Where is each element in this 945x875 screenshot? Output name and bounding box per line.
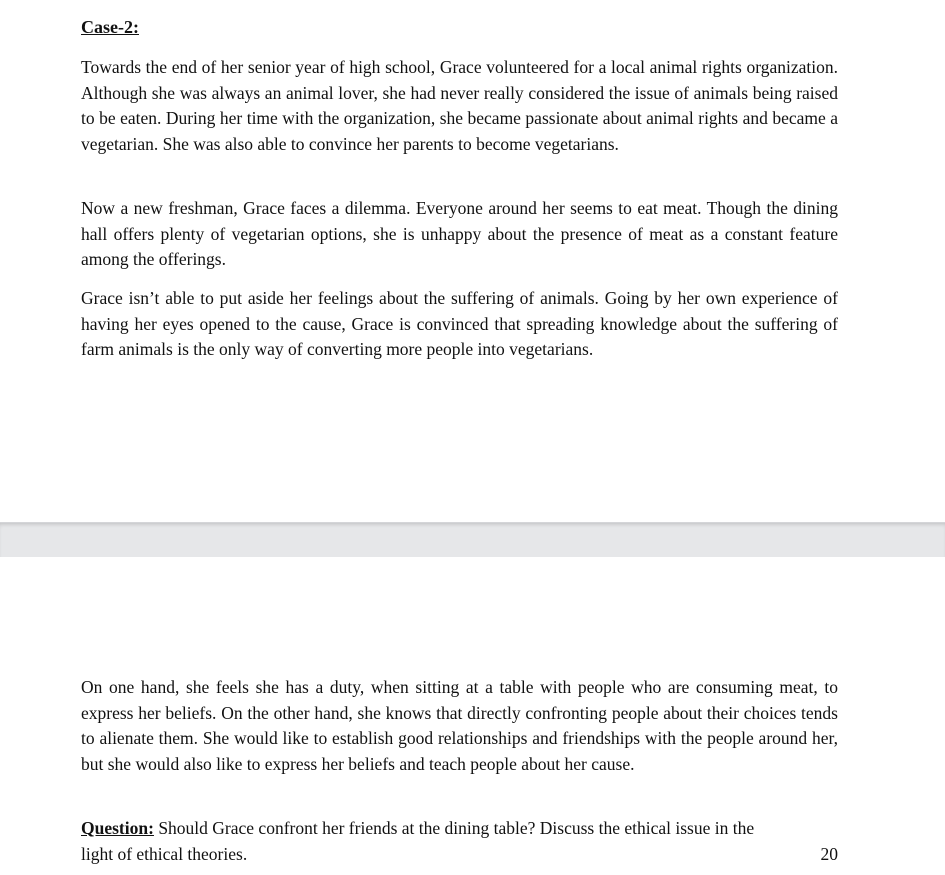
page-separator: [0, 522, 945, 558]
question-text-line-2: light of ethical theories.: [81, 843, 248, 864]
case-heading: Case-2:: [81, 17, 139, 37]
question-marks: 20: [820, 843, 838, 864]
case-paragraph-3: Grace isn’t able to put aside her feelings about the suffering of animals. Going by her own experience of having her eyes opened to the cause, Grace is convinced that spreading knowledge about the suffering of farm animals is the only way of converting more people into vegetarians.: [81, 288, 838, 360]
case-paragraph-2: Now a new freshman, Grace faces a dilemma. Everyone around her seems to eat meat. Though the dining hall offers plenty of vegetarian options, she is unhappy about the presence of meat as a constant feature among the offerings.: [81, 198, 838, 270]
document-page-bottom: [0, 557, 945, 875]
question-line-1: [81, 816, 838, 842]
case-paragraph-1: Towards the end of her senior year of high school, Grace volunteered for a local animal rights organization. Although she was always an animal lover, she had never really considered the issue of animals being raised to be eaten. During her time with the organization, she became passionate about animal rights and became a vegetarian. She was also able to convince her parents to become vegetarians.: [81, 57, 838, 154]
question-line-2: [81, 842, 838, 868]
case-paragraph-4: On one hand, she feels she has a duty, when sitting at a table with people who are consuming meat, to express her beliefs. On the other hand, she knows that directly confronting people about their choices tends to alienate them. She would like to establish good relationships and friendships with the people around her, but she would also like to express her beliefs and teach people about her cause.: [81, 677, 838, 774]
question-label: Question:: [81, 818, 154, 838]
question-text-line-1: Should Grace confront her friends at the dining table? Discuss the ethical issue in the: [153, 818, 755, 838]
question-block: [81, 816, 838, 867]
